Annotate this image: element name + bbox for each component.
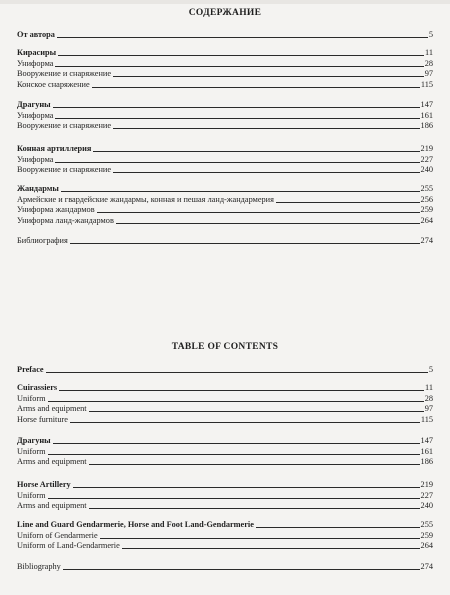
ru-toc-entry[interactable] bbox=[17, 163, 433, 175]
ru-toc-entry[interactable] bbox=[17, 119, 433, 131]
toc-entry-page-number: 274 bbox=[420, 236, 433, 245]
toc-entry-page-number: 259 bbox=[420, 205, 433, 214]
toc-entry-page-number: 256 bbox=[420, 194, 433, 204]
toc-entry-page-number: 186 bbox=[420, 121, 433, 130]
toc-entry-label: Uniform of Land-Gendarmerie bbox=[17, 541, 120, 551]
toc-entry-label: Кирасиры bbox=[17, 48, 57, 57]
toc-entry-page-number: 227 bbox=[420, 154, 433, 164]
toc-entry-label: Arms and equipment bbox=[17, 404, 87, 414]
dot-leader bbox=[17, 569, 433, 570]
toc-entry-page-number: 227 bbox=[420, 490, 433, 500]
toc-entry-page-number: 147 bbox=[420, 100, 433, 109]
toc-entry-label: Униформа bbox=[17, 110, 54, 120]
toc-entry-label: Arms and equipment bbox=[17, 501, 87, 511]
en-toc-entry[interactable] bbox=[17, 539, 433, 551]
toc-entry-page-number: 28 bbox=[424, 393, 433, 403]
toc-entry-page-number: 97 bbox=[424, 69, 433, 78]
toc-entry-page-number: 264 bbox=[420, 215, 433, 225]
toc-entry-label: Horse Artillery bbox=[17, 480, 71, 489]
dot-leader bbox=[17, 37, 433, 38]
ru-toc-entry[interactable] bbox=[17, 78, 433, 90]
toc-entry-page-number: 161 bbox=[420, 110, 433, 120]
toc-entry-label: Армейские и гвардейские жандармы, конная и пешая ланд-жандармерия bbox=[17, 194, 274, 204]
toc-entry-page-number: 219 bbox=[420, 144, 433, 153]
toc-entry-label: Line and Guard Gendarmerie, Horse and Foot Land-Gendarmerie bbox=[17, 520, 254, 529]
dot-leader bbox=[17, 243, 433, 244]
ru-toc-entry[interactable] bbox=[17, 28, 433, 40]
toc-entry-page-number: 115 bbox=[420, 415, 433, 425]
ru-toc-heading: СОДЕРЖАНИЕ bbox=[188, 8, 262, 18]
dot-leader bbox=[17, 422, 433, 423]
toc-entry-label: Униформа bbox=[17, 58, 54, 68]
toc-entry-page-number: 115 bbox=[420, 79, 433, 89]
ru-toc-entry[interactable] bbox=[17, 214, 433, 226]
toc-entry-label: Библиография bbox=[17, 236, 68, 245]
toc-entry-page-number: 274 bbox=[420, 562, 433, 571]
toc-entry-label: Драгуны bbox=[17, 100, 51, 109]
toc-entry-page-number: 219 bbox=[420, 480, 433, 489]
toc-entry-page-number: 255 bbox=[420, 520, 433, 529]
toc-entry-label: Uniform bbox=[17, 490, 46, 500]
toc-entry-label: Arms and equipment bbox=[17, 457, 87, 467]
toc-page bbox=[17, 0, 433, 595]
toc-entry-label: Preface bbox=[17, 365, 44, 374]
toc-entry-label: Uniform bbox=[17, 446, 46, 456]
toc-entry-page-number: 11 bbox=[425, 383, 433, 392]
toc-entry-page-number: 264 bbox=[420, 541, 433, 551]
toc-entry-label: Униформа жандармов bbox=[17, 205, 95, 214]
toc-entry-page-number: 11 bbox=[425, 48, 433, 57]
toc-entry-label: Uniform bbox=[17, 393, 46, 403]
toc-entry-page-number: 240 bbox=[420, 165, 433, 174]
toc-entry-page-number: 240 bbox=[420, 501, 433, 511]
toc-entry-page-number: 5 bbox=[428, 365, 433, 374]
toc-entry-label: Cuirassiers bbox=[17, 383, 58, 392]
toc-entry-label: Вооружение и снаряжение bbox=[17, 69, 112, 78]
en-toc-heading: TABLE OF CONTENTS bbox=[171, 342, 279, 352]
toc-entry-label: Драгуны bbox=[17, 436, 51, 445]
dot-leader bbox=[17, 372, 433, 373]
toc-entry-label: Конское снаряжение bbox=[17, 79, 90, 89]
toc-entry-page-number: 97 bbox=[424, 404, 433, 414]
en-toc-entry[interactable] bbox=[17, 560, 433, 572]
toc-entry-page-number: 5 bbox=[428, 30, 433, 39]
toc-entry-label: Bibliography bbox=[17, 562, 61, 571]
toc-entry-label: Униформа bbox=[17, 154, 54, 164]
toc-entry-label: Вооружение и снаряжение bbox=[17, 121, 112, 130]
toc-entry-page-number: 255 bbox=[420, 184, 433, 193]
en-toc-entry[interactable] bbox=[17, 499, 433, 511]
toc-entry-label: От автора bbox=[17, 30, 55, 39]
toc-entry-label: Вооружение и снаряжение bbox=[17, 165, 112, 174]
toc-entry-label: Uniforn of Gendarmerie bbox=[17, 530, 98, 540]
toc-entry-label: Horse furniture bbox=[17, 415, 68, 425]
toc-entry-page-number: 161 bbox=[420, 446, 433, 456]
en-toc-entry[interactable] bbox=[17, 413, 433, 425]
toc-entry-page-number: 259 bbox=[420, 530, 433, 540]
toc-entry-page-number: 186 bbox=[420, 457, 433, 467]
toc-entry-page-number: 147 bbox=[420, 436, 433, 445]
toc-entry-label: Жандармы bbox=[17, 184, 59, 193]
ru-toc-entry[interactable] bbox=[17, 234, 433, 246]
toc-entry-page-number: 28 bbox=[424, 58, 433, 68]
en-toc-entry[interactable] bbox=[17, 455, 433, 467]
toc-entry-label: Униформа ланд-жандармов bbox=[17, 215, 114, 225]
toc-entry-label: Конная артиллерия bbox=[17, 144, 92, 153]
en-toc-entry[interactable] bbox=[17, 363, 433, 375]
